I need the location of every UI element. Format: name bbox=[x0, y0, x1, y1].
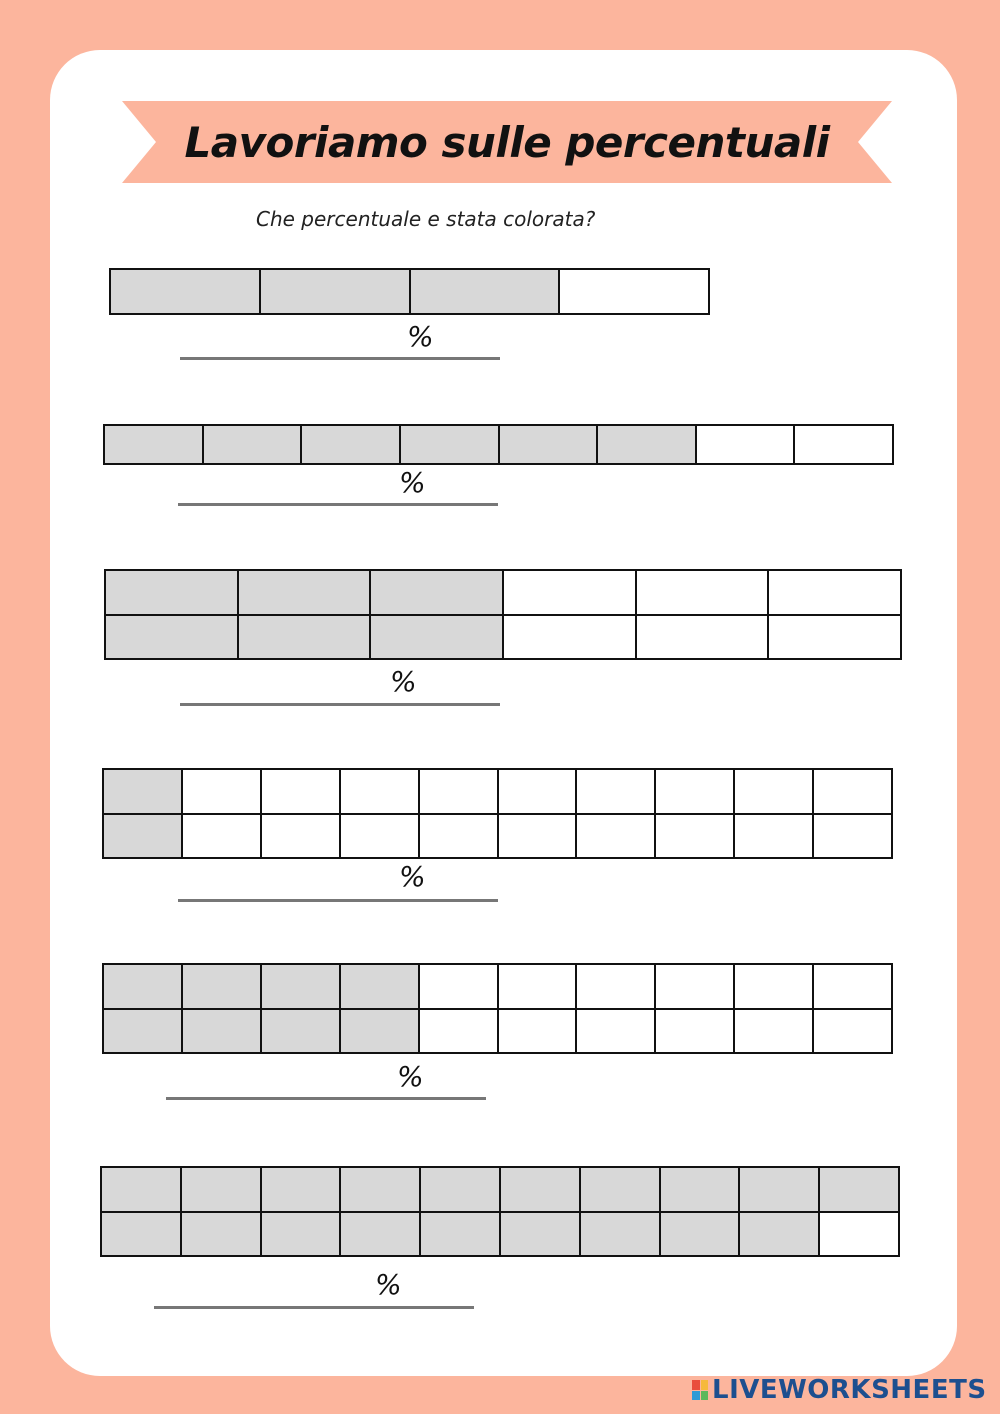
shaded-cell bbox=[371, 571, 504, 616]
shaded-cell bbox=[182, 1213, 262, 1258]
shaded-cell bbox=[341, 965, 420, 1010]
empty-cell bbox=[560, 270, 710, 315]
shaded-cell bbox=[104, 965, 183, 1010]
shaded-cell bbox=[661, 1213, 741, 1258]
empty-cell bbox=[183, 815, 262, 860]
empty-cell bbox=[341, 770, 420, 815]
shaded-cell bbox=[104, 1010, 183, 1055]
exercise-2-bar bbox=[103, 424, 894, 465]
shaded-cell bbox=[371, 616, 504, 661]
shaded-cell bbox=[341, 1213, 421, 1258]
shaded-cell bbox=[598, 426, 697, 465]
empty-cell bbox=[769, 616, 902, 661]
empty-cell bbox=[420, 815, 499, 860]
shaded-cell bbox=[341, 1168, 421, 1213]
liveworksheets-logo-icon bbox=[692, 1380, 708, 1400]
shaded-cell bbox=[183, 965, 262, 1010]
shaded-cell bbox=[581, 1213, 661, 1258]
page-title: Lavoriamo sulle percentuali bbox=[184, 117, 830, 167]
shaded-cell bbox=[661, 1168, 741, 1213]
empty-cell bbox=[656, 770, 735, 815]
exercise-1-percent-sign: % bbox=[407, 320, 434, 353]
exercise-4-percent-sign: % bbox=[399, 860, 426, 893]
empty-cell bbox=[504, 616, 637, 661]
empty-cell bbox=[735, 815, 814, 860]
shaded-cell bbox=[262, 1168, 342, 1213]
empty-cell bbox=[341, 815, 420, 860]
empty-cell bbox=[499, 815, 578, 860]
shaded-cell bbox=[106, 616, 239, 661]
instruction-text: Che percentuale e stata colorata? bbox=[256, 207, 596, 231]
exercise-5-percent-sign: % bbox=[397, 1060, 424, 1093]
exercise-2-answer-line[interactable] bbox=[178, 503, 498, 506]
shaded-cell bbox=[421, 1213, 501, 1258]
empty-cell bbox=[820, 1213, 900, 1258]
empty-cell bbox=[656, 815, 735, 860]
empty-cell bbox=[577, 965, 656, 1010]
empty-cell bbox=[656, 965, 735, 1010]
exercise-5-bar bbox=[102, 963, 893, 1054]
empty-cell bbox=[795, 426, 894, 465]
empty-cell bbox=[735, 770, 814, 815]
empty-cell bbox=[735, 965, 814, 1010]
shaded-cell bbox=[104, 770, 183, 815]
shaded-cell bbox=[204, 426, 303, 465]
shaded-cell bbox=[581, 1168, 661, 1213]
exercise-5-answer-line[interactable] bbox=[166, 1097, 486, 1100]
shaded-cell bbox=[740, 1213, 820, 1258]
empty-cell bbox=[697, 426, 796, 465]
shaded-cell bbox=[401, 426, 500, 465]
shaded-cell bbox=[105, 426, 204, 465]
liveworksheets-brand bbox=[692, 1374, 987, 1406]
shaded-cell bbox=[262, 965, 341, 1010]
shaded-cell bbox=[302, 426, 401, 465]
empty-cell bbox=[499, 965, 578, 1010]
shaded-cell bbox=[102, 1213, 182, 1258]
empty-cell bbox=[420, 770, 499, 815]
exercise-2-percent-sign: % bbox=[399, 466, 426, 499]
shaded-cell bbox=[421, 1168, 501, 1213]
shaded-cell bbox=[501, 1168, 581, 1213]
empty-cell bbox=[814, 1010, 893, 1055]
shaded-cell bbox=[239, 571, 372, 616]
shaded-cell bbox=[341, 1010, 420, 1055]
exercise-6-answer-line[interactable] bbox=[154, 1306, 474, 1309]
empty-cell bbox=[814, 965, 893, 1010]
exercise-3-percent-sign: % bbox=[390, 665, 417, 698]
empty-cell bbox=[183, 770, 262, 815]
empty-cell bbox=[420, 965, 499, 1010]
empty-cell bbox=[735, 1010, 814, 1055]
empty-cell bbox=[769, 571, 902, 616]
exercise-3-bar bbox=[104, 569, 902, 660]
shaded-cell bbox=[411, 270, 561, 315]
empty-cell bbox=[420, 1010, 499, 1055]
empty-cell bbox=[499, 770, 578, 815]
shaded-cell bbox=[262, 1010, 341, 1055]
empty-cell bbox=[656, 1010, 735, 1055]
exercise-1-bar bbox=[109, 268, 710, 315]
exercise-1-answer-line[interactable] bbox=[180, 357, 500, 360]
empty-cell bbox=[262, 815, 341, 860]
shaded-cell bbox=[740, 1168, 820, 1213]
exercise-4-bar bbox=[102, 768, 893, 859]
exercise-3-answer-line[interactable] bbox=[180, 703, 500, 706]
exercise-6-percent-sign: % bbox=[375, 1268, 402, 1301]
shaded-cell bbox=[183, 1010, 262, 1055]
empty-cell bbox=[577, 1010, 656, 1055]
empty-cell bbox=[577, 770, 656, 815]
empty-cell bbox=[499, 1010, 578, 1055]
shaded-cell bbox=[104, 815, 183, 860]
brand-name: LIVEWORKSHEETS bbox=[712, 1375, 987, 1405]
shaded-cell bbox=[262, 1213, 342, 1258]
empty-cell bbox=[262, 770, 341, 815]
shaded-cell bbox=[102, 1168, 182, 1213]
exercise-4-answer-line[interactable] bbox=[178, 899, 498, 902]
empty-cell bbox=[814, 770, 893, 815]
shaded-cell bbox=[239, 616, 372, 661]
empty-cell bbox=[814, 815, 893, 860]
title-banner bbox=[122, 101, 892, 183]
shaded-cell bbox=[111, 270, 261, 315]
shaded-cell bbox=[501, 1213, 581, 1258]
exercise-6-bar bbox=[100, 1166, 900, 1257]
shaded-cell bbox=[820, 1168, 900, 1213]
empty-cell bbox=[577, 815, 656, 860]
shaded-cell bbox=[500, 426, 599, 465]
shaded-cell bbox=[182, 1168, 262, 1213]
empty-cell bbox=[504, 571, 637, 616]
empty-cell bbox=[637, 571, 770, 616]
empty-cell bbox=[637, 616, 770, 661]
shaded-cell bbox=[261, 270, 411, 315]
shaded-cell bbox=[106, 571, 239, 616]
